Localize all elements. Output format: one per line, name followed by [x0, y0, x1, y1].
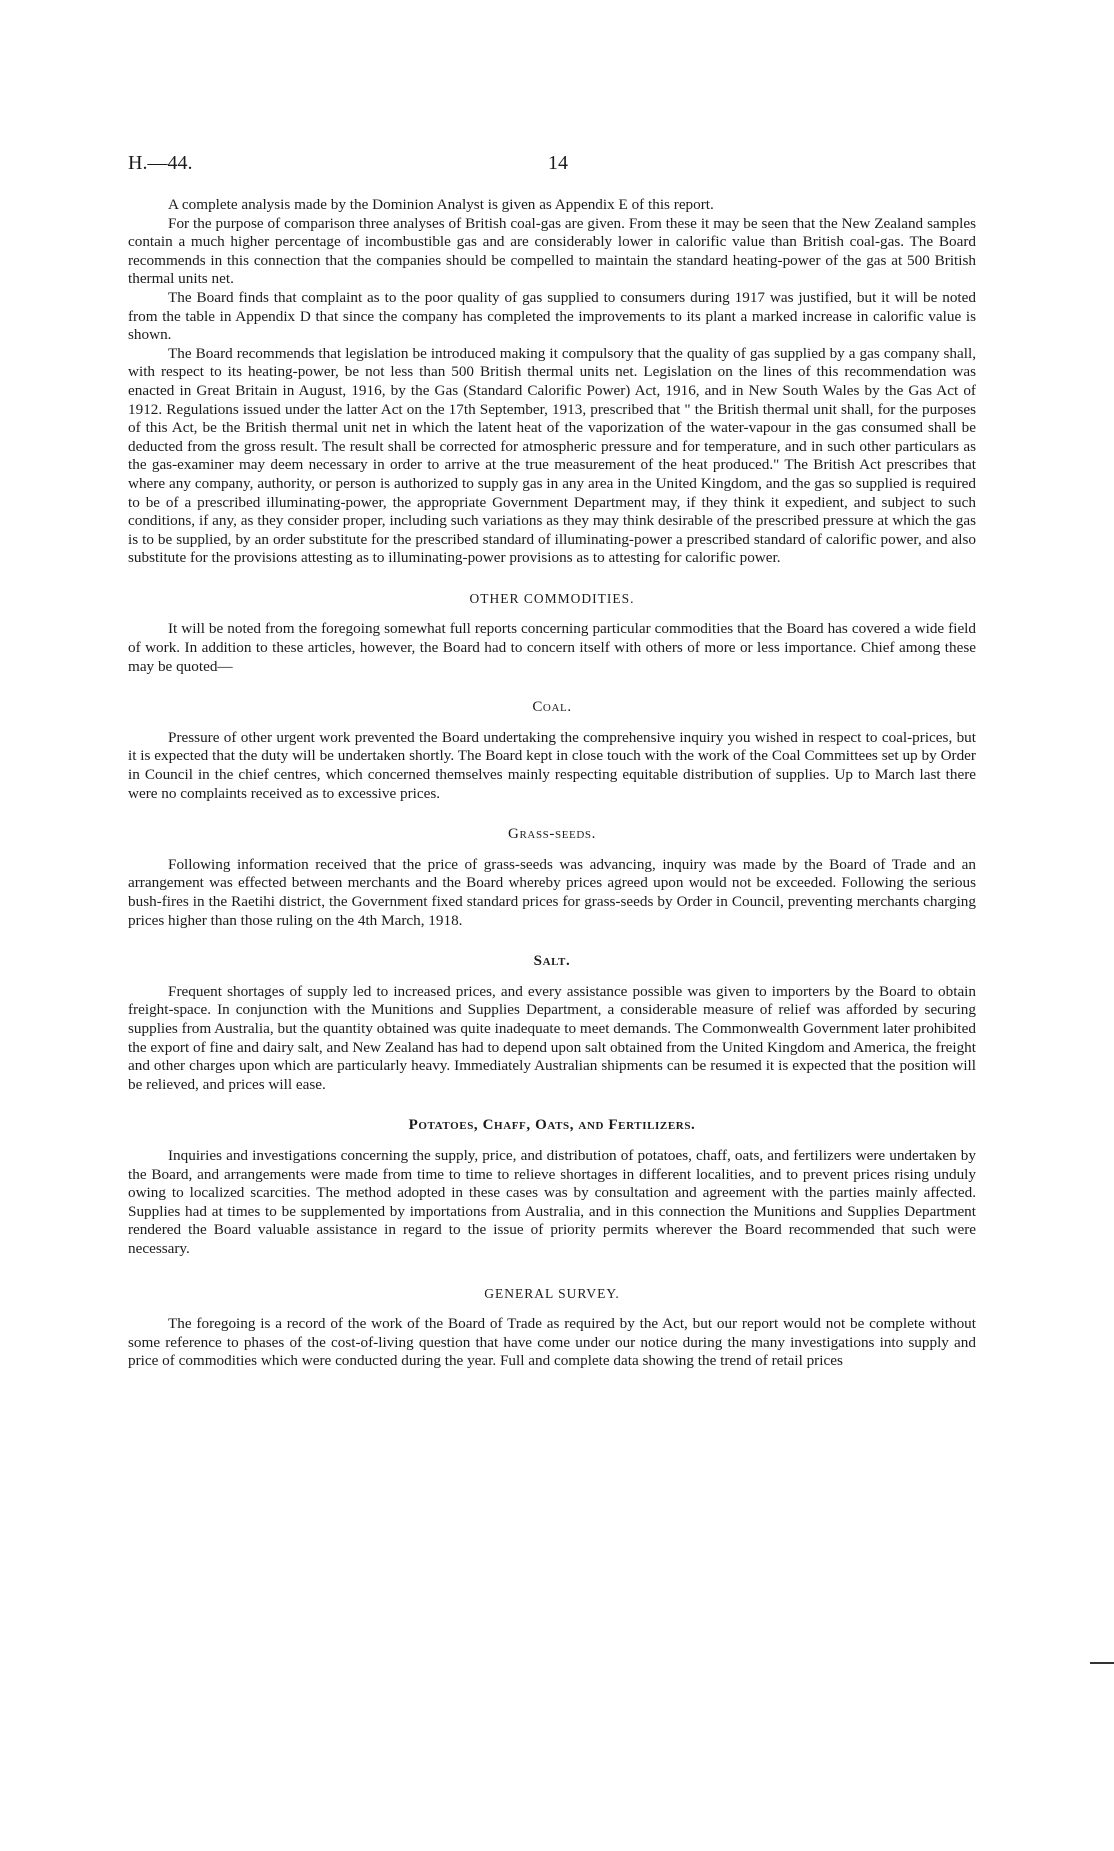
heading-other-commodities: OTHER COMMODITIES.: [469, 590, 635, 606]
paragraph-comparison: For the purpose of comparison three analyses of British coal-gas are given. From these it may be seen that the New Zealand samples contain a much higher percentage of incombustible gas and are considerably lower in calorific value than British coal-gas. The Board recommends in this connection that the companies should be compelled to maintain the standard heating-power of the gas at 500 British thermal units net.: [128, 214, 976, 288]
heading-general-survey: GENERAL SURVEY.: [484, 1285, 620, 1301]
paragraph-appendix-e: A complete analysis made by the Dominion Analyst is given as Appendix E of this report.: [168, 196, 714, 213]
heading-grass-seeds: Grass-seeds.: [508, 826, 596, 843]
paragraph-coal: Pressure of other urgent work prevented the Board undertaking the comprehensive inquiry you wished in respect to coal-prices, but it is expected that the duty will be undertaken shortly. The Board kept in close touch with the work of the Coal Committees set up by Order in Council in the chief centres, which concerned themselves mainly respecting equitable distribution of supplies. Up to March last there were no complaints received as to excessive prices.: [128, 728, 976, 802]
paragraph-salt: Frequent shortages of supply led to increased prices, and every assistance possible was given to importers by the Board to obtain freight-space. In conjunction with the Munitions and Supplies Department, a considerable measure of relief was afforded by securing supplies from Australia, but the quantity obtained was quite inadequate to meet demands. The Commonwealth Government later prohibited the export of fine and dairy salt, and New Zealand has had to depend upon salt obtained from the United Kingdom and America, the freight and other charges upon which are particularly heavy. Immediately Australian shipments can be resumed it is expected that the position will be relieved, and prices will ease.: [128, 982, 976, 1093]
document-reference: H.—44.: [128, 152, 193, 174]
paragraph-complaint: The Board finds that complaint as to the poor quality of gas supplied to consumers during 1917 was justified, but it will be noted from the table in Appendix D that since the company has completed the improvements to its plant a marked increase in calorific value is shown.: [128, 288, 976, 344]
page-header: [128, 152, 978, 180]
paragraph-legislation: The Board recommends that legislation be introduced making it compulsory that the quality of gas supplied by a gas company shall, with respect to its heating-power, be not less than 500 British thermal units net. Legislation on the lines of this recommendation was enacted in Great Britain in August, 1916, by the Gas (Standard Calorific Power) Act, 1916, and in New South Wales by the Gas Act of 1912. Regulations issued under the latter Act on the 17th September, 1913, prescribed that " the British thermal unit shall, for the purposes of this Act, be the British thermal unit net in which the latent heat of the vaporization of the water-vapour in the gas consumed shall be deducted from the gross result. The result shall be corrected for atmospheric pressure and for temperature, and in such other particulars as the gas-examiner may deem necessary in order to arrive at the true measurement of the heat produced." The British Act prescribes that where any company, authority, or person is authorized to supply gas in any area in the United Kingdom, and the gas so supplied is required to be of a prescribed illuminating-power, the appropriate Government Department may, if they think it expedient, and subject to such conditions, if any, as they consider proper, including such variations as they may think desirable of the prescribed pressure at which the gas is to be supplied, by an order substitute for the prescribed standard of illuminating-power a prescribed standard of calorific power, and also substitute for the provisions attesting as to illuminating-power provisions as to attesting for calorific power.: [128, 344, 976, 567]
paragraph-potatoes: Inquiries and investigations concerning the supply, price, and distribution of potatoes, chaff, oats, and fertilizers were undertaken by the Board, and arrangements were made from time to time to relieve shortages in different localities, and to prevent prices rising unduly owing to localized scarcities. The method adopted in these cases was by consultation and agreement with the parties mainly affected. Supplies had at times to be supplemented by importations from Australia, and in this connection the Munitions and Supplies Department rendered the Board valuable assistance in regard to the issue of priority permits wherever the Board recommended that such were necessary.: [128, 1146, 976, 1257]
heading-potatoes: Potatoes, Chaff, Oats, and Fertilizers.: [408, 1117, 696, 1134]
paragraph-general-survey: The foregoing is a record of the work of the Board of Trade as required by the Act, but our report would not be complete without some reference to phases of the cost-of-living question that have come under our notice during the many investigations into supply and price of commodities which were conducted during the year. Full and complete data showing the trend of retail prices: [128, 1315, 976, 1370]
page-number: 14: [548, 152, 568, 174]
document-body: [128, 196, 976, 1371]
paragraph-other-commodities: It will be noted from the foregoing somewhat full reports concerning particular commodities that the Board has covered a wide field of work. In addition to these articles, however, the Board had to concern itself with others of more or less importance. Chief among these may be quoted—: [128, 620, 976, 675]
paragraph-grass-seeds: Following information received that the price of grass-seeds was advancing, inquiry was made by the Board of Trade and an arrangement was effected between merchants and the Board whereby prices agreed upon would not be exceeded. Following the serious bush-fires in the Raetihi district, the Government fixed standard prices for grass-seeds by Order in Council, preventing merchants charging prices higher than those ruling on the 4th March, 1918.: [128, 855, 976, 929]
scan-edge-mark: [1090, 1662, 1114, 1664]
heading-salt: Salt.: [533, 953, 571, 970]
heading-coal: Coal.: [532, 699, 572, 716]
